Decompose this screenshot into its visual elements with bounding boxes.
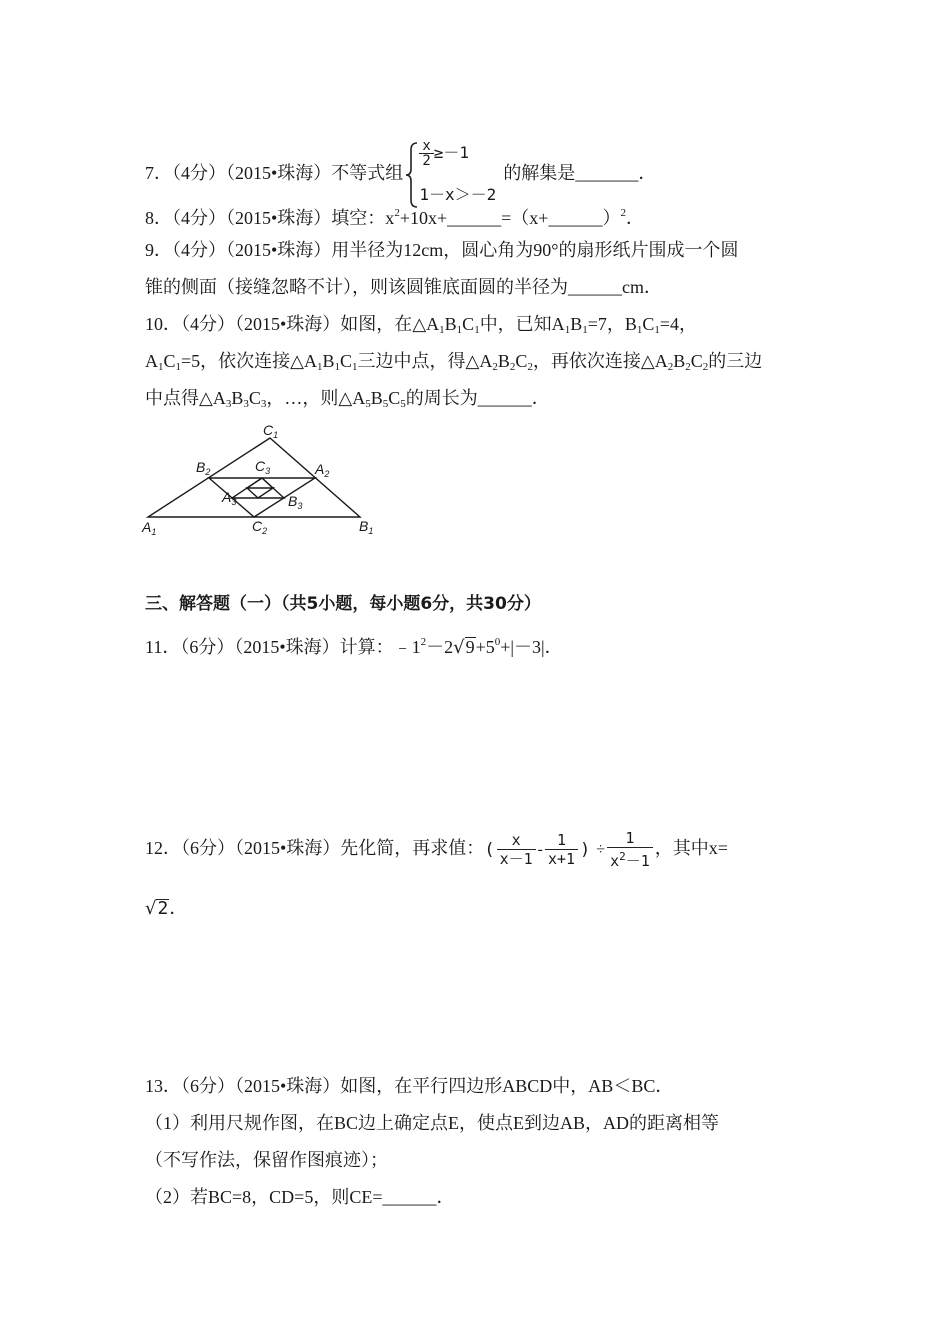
label-a2: $A_2$	[315, 461, 330, 479]
label-b1: $B_1$	[359, 518, 374, 536]
q8-end: ．	[625, 208, 644, 228]
q11-sup1: 2	[420, 636, 427, 648]
q10-l3-d: ，…，则△A	[266, 388, 366, 408]
label-a1: $A_1$	[142, 519, 157, 537]
q10-l1-c: C	[462, 314, 475, 334]
q10-l2-l: 的三边	[708, 351, 763, 371]
q10-l3-c: C	[248, 388, 261, 408]
q10-l1-e: B	[570, 314, 583, 334]
q11-sup2: 0	[494, 636, 501, 648]
q8-mid2: =（x+	[501, 208, 549, 228]
q10-line3: 中点得$\triangle A_3B_3C_3$，…，则$\triangle A_5B_5C_5$的周长为______．	[145, 388, 550, 410]
q12-f2-num: 1	[556, 831, 567, 850]
label-a3: $A_3$	[222, 489, 237, 507]
inner-triangle	[247, 488, 273, 498]
q11-line	[145, 630, 563, 660]
q10-triangle-figure	[138, 422, 398, 542]
q12-minus: -	[537, 840, 543, 858]
q10-l3-g: 的周长为______．	[405, 388, 550, 408]
q10-l1-b: B	[444, 314, 457, 334]
q8-sup1: 2	[394, 207, 400, 219]
q9-line2: 锥的侧面（接缝忽略不计），则该圆锥底面圆的半径为______cm．	[145, 277, 662, 297]
q8-blank2: ______	[548, 208, 603, 228]
q12-div: ÷	[596, 840, 606, 858]
q12-line1: 12．（6分）（2015•珠海）先化简，再求值：( $\frac{x}{x-1}$ - $\frac{1}{x+1}$ ) ÷ $\frac{1}{x^2-1}$ ，其中x=	[145, 829, 728, 871]
inequality-system	[405, 138, 503, 209]
q8-sup2: 2	[620, 207, 626, 219]
label-b3: $B_3$	[288, 493, 303, 511]
q10-l2-f: 三边中点，得△A	[357, 351, 493, 371]
label-b2: $B_2$	[196, 459, 211, 477]
q10-l2-k: C	[690, 351, 703, 371]
q12-f1-den: x－1	[497, 849, 536, 868]
q13-line4: （2）若BC=8，CD=5，则CE=______．	[145, 1187, 455, 1207]
q10-l2-i: ，再依次连接△A	[532, 351, 668, 371]
q10-l2-b: C	[163, 351, 176, 371]
q12-suffix: ，其中x=	[654, 838, 728, 858]
q13-line2: （1）利用尺规作图，在BC边上确定点E，使点E到边AB，AD的距离相等	[145, 1113, 720, 1133]
q10-l2-c: =5，依次连接△A	[181, 351, 318, 371]
q10-line2: $A_1C_1=5$，依次连接$\triangle A_1B_1C_1$三边中点，得$\triangle A_2B_2C_2$，再依次连接$\triangle A_2B_2C_2$的三边	[145, 351, 763, 373]
q10-l1-a: 10．（4分）（2015•珠海）如图，在	[145, 314, 413, 334]
label-c2: $C_2$	[252, 518, 268, 536]
q10-l2-d: B	[322, 351, 335, 371]
q10-l2-a: A	[145, 351, 158, 371]
q7-row1: ≥－1	[433, 143, 470, 162]
q10-l2-h: C	[515, 351, 528, 371]
left-brace-icon	[405, 141, 419, 209]
q11-mid2: +5	[475, 637, 495, 657]
q11-mid1: －2	[426, 637, 454, 657]
q10-line1: 10．（4分）（2015•珠海）如图，在$\triangle A_1B_1C_1$中，已知$A_1B_1=7$，$B_1C_1=4$，	[145, 314, 698, 336]
q8-blank1: ______	[447, 208, 502, 228]
q7-suffix: 的解集是	[503, 163, 576, 184]
q11-end: +|－3|．	[500, 637, 563, 657]
q10-l3-a: 中点得△A	[145, 388, 226, 408]
q10-l1-g: C	[642, 314, 655, 334]
q7-row2: 1－x＞－2	[419, 185, 497, 204]
q10-l3-b: B	[231, 388, 244, 408]
q12-f1-num: x	[511, 831, 521, 850]
q7-frac-num: x	[422, 138, 431, 154]
sqrt-icon: √	[453, 637, 465, 658]
q12-f3-den: $x^2-1$	[607, 847, 653, 870]
q8-prefix: 8．（4分）（2015•珠海）填空：x	[145, 208, 395, 228]
q7-prefix: 7．（4分）（2015•珠海）不等式组	[145, 163, 404, 184]
q7-end: ．	[638, 163, 657, 184]
q10-l2-g: B	[497, 351, 510, 371]
q11-root: 9	[465, 637, 475, 657]
q10-l1-tri: △A	[412, 314, 440, 334]
q10-l1-h: =4，	[659, 314, 698, 334]
q10-l2-j: B	[673, 351, 686, 371]
q12-line2-end: ．	[169, 898, 188, 918]
q7-blank: _______	[575, 163, 639, 184]
q12-f2-den: x+1	[545, 849, 578, 868]
q10-l1-f: =7，B	[587, 314, 637, 334]
q10-l2-e: C	[340, 351, 353, 371]
q8-mid1: +10x+	[399, 208, 448, 228]
q13-line1: 13．（6分）（2015•珠海）如图，在平行四边形ABCD中，AB＜BC．	[145, 1076, 674, 1096]
q7-frac-den: 2	[419, 153, 433, 168]
label-c1: $C_1$	[263, 422, 279, 440]
q8-line	[145, 201, 644, 230]
q9-line1: 9．（4分）（2015•珠海）用半径为12cm，圆心角为90°的扇形纸片围成一个圆	[145, 240, 739, 260]
q8-mid3: ）	[602, 208, 621, 228]
section3-title: 三、解答题（一）（共5小题，每小题6分，共30分）	[145, 594, 541, 614]
q12-line2	[145, 896, 187, 921]
q11-prefix: 11．（6分）（2015•珠海）计算：﹣1	[145, 637, 421, 657]
q10-l3-f: C	[388, 388, 401, 408]
q13-line3: （不写作法，保留作图痕迹）；	[145, 1150, 388, 1170]
q7-line	[145, 138, 657, 209]
q12-line2-root: 2	[157, 898, 169, 919]
q10-l1-d: 中，已知A	[479, 314, 565, 334]
sqrt-icon: √	[145, 898, 157, 919]
q10-l3-e: B	[370, 388, 383, 408]
q12-prefix: 12．（6分）（2015•珠海）先化简，再求值：	[145, 838, 485, 858]
q12-f3-num: 1	[625, 829, 635, 848]
label-c3: $C_3$	[255, 458, 271, 476]
